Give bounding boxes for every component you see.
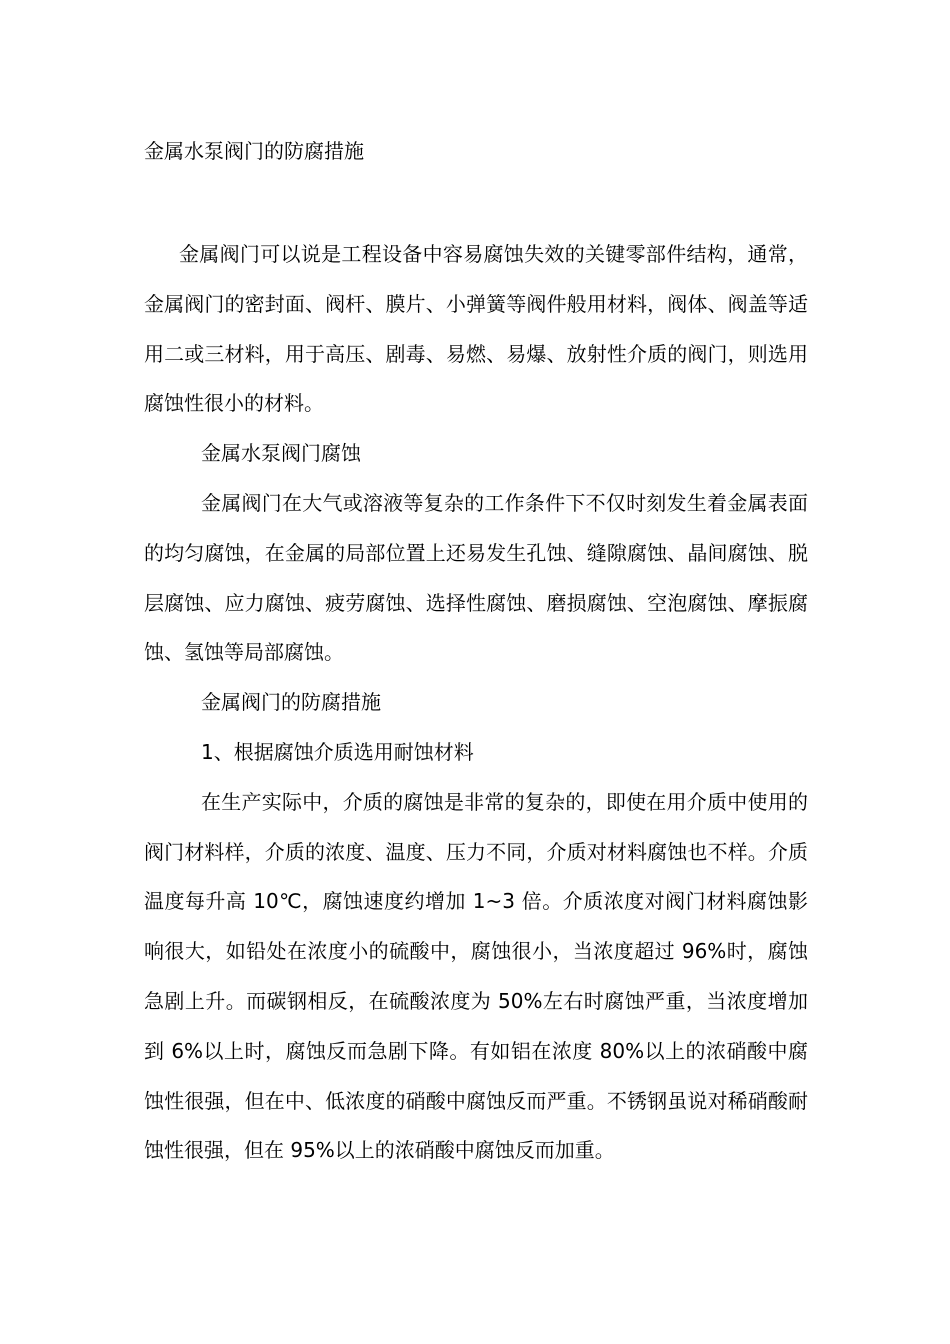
paragraph-corrosion-types: 金属阀门在大气或溶液等复杂的工作条件下不仅时刻发生着金属表面的均匀腐蚀，在金属的局部位置上还易发生孔蚀、缝隙腐蚀、晶间腐蚀、脱层腐蚀、应力腐蚀、疲劳腐蚀、选择性腐蚀、磨损腐蚀、空泡腐蚀、摩振腐蚀、氢蚀等局部腐蚀。: [144, 490, 808, 665]
paragraph-medium-corrosion: 在生产实际中，介质的腐蚀是非常的复杂的，即使在用介质中使用的阀门材料样，介质的浓度、温度、压力不同，介质对材料腐蚀也不样。介质温度每升高 10℃，腐蚀速度约增加 1~3 倍。介质浓度对阀门材料腐蚀影响很大，如铅处在浓度小的硫酸中，腐蚀很小，当浓度超过 96%时，腐蚀急剧上升。而碳钢相反，在硫酸浓度为 50%左右时腐蚀严重，当浓度增加到 6%以上时，腐蚀反而急剧下降。有如铝在浓度 80%以上的浓硝酸中腐蚀性很强，但在中、低浓度的硝酸中腐蚀反而严重。不锈钢虽说对稀硝酸耐蚀性很强，但在 95%以上的浓硝酸中腐蚀反而加重。: [144, 789, 808, 1163]
paragraph-intro: 金属阀门可以说是工程设备中容易腐蚀失效的关键零部件结构，通常，金属阀门的密封面、阀杆、膜片、小弹簧等阀件般用材料，阀体、阀盖等适用二或三材料，用于高压、剧毒、易燃、易爆、放射性介质的阀门，则选用腐蚀性很小的材料。: [144, 242, 808, 416]
document-title: 金属水泵阀门的防腐措施: [144, 139, 364, 163]
document-body: [144, 230, 808, 1176]
subsection-heading-materials: 1、根据腐蚀介质选用耐蚀材料: [201, 739, 474, 764]
section-heading-measures: 金属阀门的防腐措施: [201, 690, 381, 715]
section-heading-corrosion: 金属水泵阀门腐蚀: [201, 441, 361, 466]
